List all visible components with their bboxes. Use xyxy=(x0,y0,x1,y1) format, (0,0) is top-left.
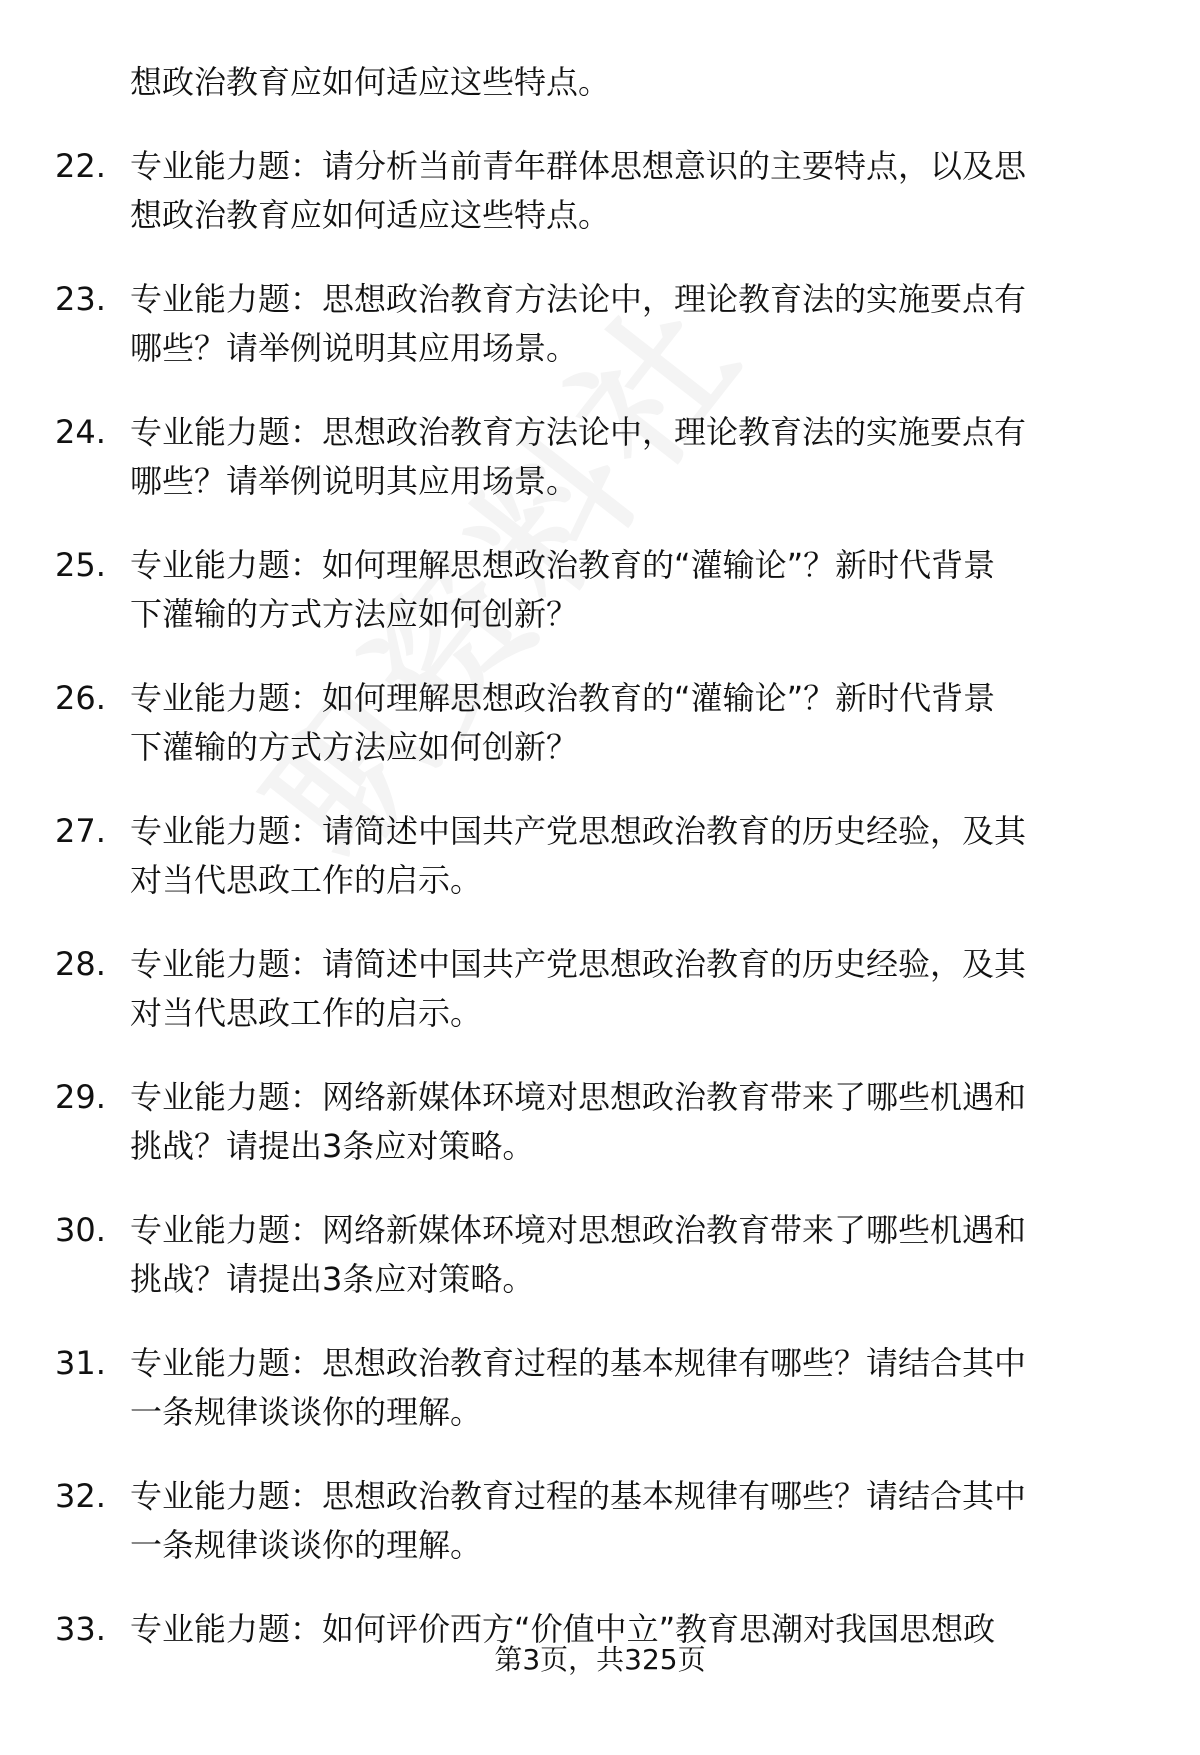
question-line: 专业能力题：如何理解思想政治教育的“灌输论”？新时代背景 xyxy=(130,679,996,717)
question-text xyxy=(130,807,1140,905)
question-text xyxy=(130,1605,1140,1654)
question-text xyxy=(130,408,1140,506)
question-text xyxy=(130,940,1140,1038)
question-number: 25. xyxy=(55,546,106,584)
question-line: 哪些？请举例说明其应用场景。 xyxy=(130,329,579,367)
question-item xyxy=(0,1472,1200,1570)
question-number: 26. xyxy=(55,679,106,717)
question-text xyxy=(130,674,1140,772)
question-line: 下灌输的方式方法应如何创新？ xyxy=(130,728,579,766)
question-line: 挑战？请提出3条应对策略。 xyxy=(130,1260,535,1298)
question-text xyxy=(130,1339,1140,1437)
question-item xyxy=(0,142,1200,240)
question-list xyxy=(0,58,1200,1654)
question-line: 专业能力题：请简述中国共产党思想政治教育的历史经验，及其 xyxy=(130,812,1027,850)
question-line: 专业能力题：思想政治教育过程的基本规律有哪些？请结合其中 xyxy=(130,1344,1027,1382)
question-text xyxy=(130,541,1140,639)
question-line: 一条规律谈谈你的理解。 xyxy=(130,1526,483,1564)
question-line: 对当代思政工作的启示。 xyxy=(130,861,483,899)
question-text xyxy=(130,275,1140,373)
question-text xyxy=(130,142,1140,240)
question-number: 24. xyxy=(55,413,106,451)
question-line: 一条规律谈谈你的理解。 xyxy=(130,1393,483,1431)
question-line: 专业能力题：如何理解思想政治教育的“灌输论”？新时代背景 xyxy=(130,546,996,584)
question-number: 23. xyxy=(55,280,106,318)
question-item xyxy=(0,807,1200,905)
question-number: 31. xyxy=(55,1344,106,1382)
question-item xyxy=(0,674,1200,772)
question-line: 专业能力题：请分析当前青年群体思想意识的主要特点，以及思 xyxy=(130,147,1027,185)
question-line: 专业能力题：思想政治教育过程的基本规律有哪些？请结合其中 xyxy=(130,1477,1027,1515)
question-number: 28. xyxy=(55,945,106,983)
question-line: 对当代思政工作的启示。 xyxy=(130,994,483,1032)
question-line: 专业能力题：思想政治教育方法论中，理论教育法的实施要点有 xyxy=(130,413,1027,451)
question-item xyxy=(0,408,1200,506)
continuation-text: 想政治教育应如何适应这些特点。 xyxy=(130,63,611,101)
question-number: 22. xyxy=(55,147,106,185)
question-item xyxy=(0,275,1200,373)
question-item xyxy=(0,1605,1200,1654)
question-number: 30. xyxy=(55,1211,106,1249)
question-line: 专业能力题：网络新媒体环境对思想政治教育带来了哪些机遇和 xyxy=(130,1211,1027,1249)
question-line: 专业能力题：网络新媒体环境对思想政治教育带来了哪些机遇和 xyxy=(130,1078,1027,1116)
question-text xyxy=(130,1206,1140,1304)
question-number: 33. xyxy=(55,1610,106,1648)
question-text xyxy=(130,1073,1140,1171)
question-line: 专业能力题：如何评价西方“价值中立”教育思潮对我国思想政 xyxy=(130,1610,996,1648)
question-item xyxy=(0,1206,1200,1304)
question-line: 哪些？请举例说明其应用场景。 xyxy=(130,462,579,500)
question-item xyxy=(0,541,1200,639)
question-number: 32. xyxy=(55,1477,106,1515)
question-item xyxy=(0,1339,1200,1437)
question-number: 27. xyxy=(55,812,106,850)
question-line: 想政治教育应如何适应这些特点。 xyxy=(130,196,611,234)
question-line: 下灌输的方式方法应如何创新？ xyxy=(130,595,579,633)
question-line: 专业能力题：请简述中国共产党思想政治教育的历史经验，及其 xyxy=(130,945,1027,983)
question-line: 挑战？请提出3条应对策略。 xyxy=(130,1127,535,1165)
question-item xyxy=(0,1073,1200,1171)
question-number: 29. xyxy=(55,1078,106,1116)
question-text xyxy=(130,1472,1140,1570)
question-line: 专业能力题：思想政治教育方法论中，理论教育法的实施要点有 xyxy=(130,280,1027,318)
page-footer: 第3页，共325页 xyxy=(494,1643,706,1676)
question-item xyxy=(0,940,1200,1038)
